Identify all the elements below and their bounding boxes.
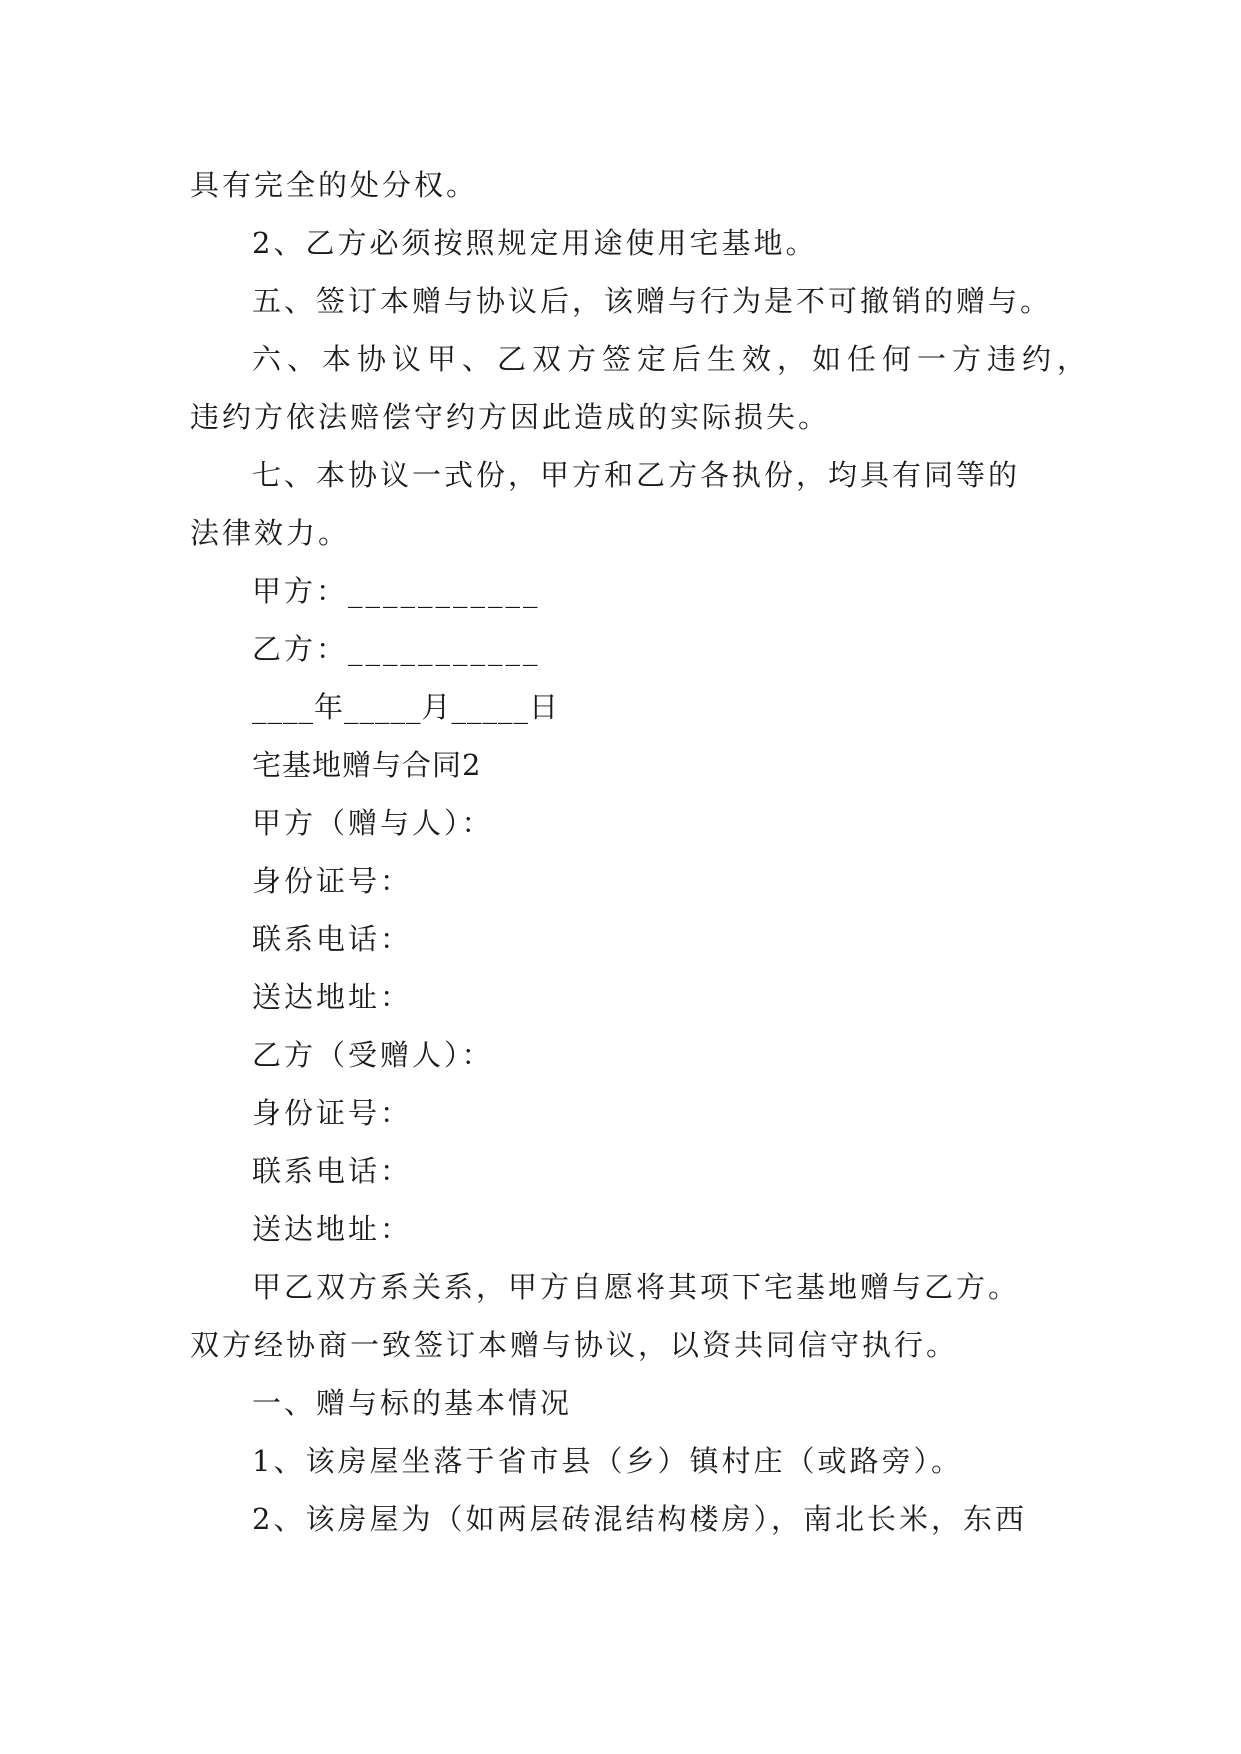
text-line: 联系电话： bbox=[252, 922, 413, 956]
text-line: 1、该房屋坐落于省市县（乡）镇村庄（或路旁）。 bbox=[252, 1444, 963, 1478]
text-line: 七、本协议一式份，甲方和乙方各执份，均具有同等的 bbox=[252, 458, 1021, 492]
signature-line-party-a: 甲方：___________ bbox=[252, 574, 541, 608]
section-title: 宅基地赠与合同2 bbox=[252, 748, 482, 782]
text-line: 2、该房屋为（如两层砖混结构楼房），南北长米，东西 bbox=[252, 1502, 1027, 1536]
text-line: 乙方（受赠人）： bbox=[252, 1038, 494, 1072]
date-line: ____年_____月_____日 bbox=[252, 690, 560, 724]
text-line: 双方经协商一致签订本赠与协议，以资共同信守执行。 bbox=[190, 1328, 959, 1362]
text-line: 身份证号： bbox=[252, 1096, 413, 1130]
text-line: 联系电话： bbox=[252, 1154, 413, 1188]
text-line: 法律效力。 bbox=[190, 516, 351, 550]
text-line: 2、乙方必须按照规定用途使用宅基地。 bbox=[252, 226, 818, 260]
text-line: 甲方（赠与人）： bbox=[252, 806, 494, 840]
signature-line-party-b: 乙方：___________ bbox=[252, 632, 541, 666]
text-line: 送达地址： bbox=[252, 980, 413, 1014]
text-line: 具有完全的处分权。 bbox=[190, 168, 479, 202]
text-line: 送达地址： bbox=[252, 1212, 413, 1246]
text-line: 甲乙双方系关系，甲方自愿将其项下宅基地赠与乙方。 bbox=[252, 1270, 1021, 1304]
text-line: 六、本协议甲、乙双方签定后生效，如任何一方违约， bbox=[252, 342, 1093, 376]
text-line: 五、签订本赠与协议后，该赠与行为是不可撤销的赠与。 bbox=[252, 284, 1053, 318]
text-line: 身份证号： bbox=[252, 864, 413, 898]
text-line: 一、赠与标的基本情况 bbox=[252, 1386, 573, 1420]
text-line: 违约方依法赔偿守约方因此造成的实际损失。 bbox=[190, 400, 831, 434]
